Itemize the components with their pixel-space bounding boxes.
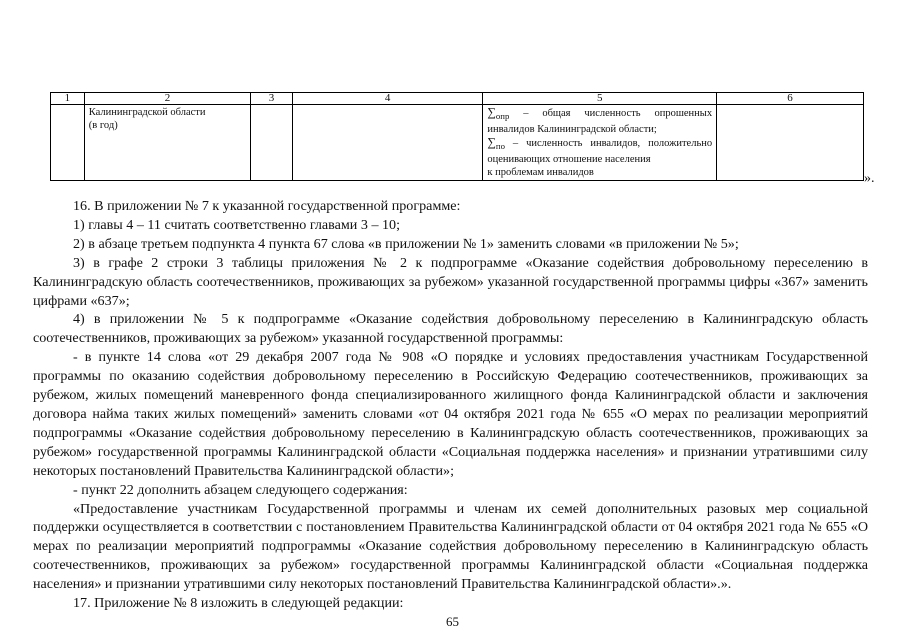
- page-number: 65: [446, 614, 459, 629]
- formula-text: – общая численность опрошенных: [509, 108, 713, 119]
- document-body: [33, 197, 868, 613]
- table-header-row: [51, 93, 864, 105]
- cell-text: Калининградской области: [88, 107, 206, 118]
- paragraph-16: 16. В приложении № 7 к указанной государственной программе:: [73, 198, 461, 214]
- table-cell-6: [717, 105, 864, 181]
- formula-line: [487, 136, 712, 153]
- paragraph-16-4: 4) в приложении № 5 к подпрограмме «Оказание содействия добровольному переселению в Калининградскую область соотечественников, проживающих за рубежом» указанной государственной программы:: [33, 311, 868, 347]
- col-header-6: 6: [717, 93, 864, 105]
- paragraph-16-2: 2) в абзаце третьем подпункта 4 пункта 67 слова «в приложении № 1» заменить словами «в приложении № 5»;: [73, 235, 739, 252]
- closing-quote: ».: [864, 171, 875, 186]
- cell-text: (в год): [88, 120, 118, 131]
- table-cell-1: [51, 105, 85, 181]
- formula-line: инвалидов Калининградской области;: [487, 124, 657, 136]
- col-header-4: 4: [292, 93, 482, 105]
- paragraph-dash-1: - в пункте 14 слова «от 29 декабря 2007 года № 908 «О порядке и условиях предоставления участникам Государственной программы по оказанию содействия добровольному переселению в Российскую Федерацию соотечественников, проживающих за рубежом, жилых помещений маневренного фонда специализированного жилищного фонда Калининградской области и заключения договора найма таких жилых помещений» заменить словами «от 04 октября 2021 года № 655 «О мерах по реализации мероприятий подпрограммы «Оказание содействия добровольному переселению в Калининградскую область соотечественников, проживающих за рубежом» государственной программы Калининградской области «Социальная поддержка населения» и признании утратившими силу некоторых постановлений Правительства Калининградской области»;: [33, 349, 868, 479]
- formula-text: – численность инвалидов, положительно: [504, 138, 713, 150]
- table-cell-2: [84, 105, 250, 181]
- paragraph-17: 17. Приложение № 8 изложить в следующей редакции:: [73, 595, 404, 612]
- table-cell-3: [251, 105, 293, 181]
- paragraph-16-3: 3) в графе 2 строки 3 таблицы приложения № 2 к подпрограмме «Оказание содействия добровольному переселению в Калининградскую область соотечественников, проживающих за рубежом» указанной государственной программы цифры «367» заменить цифрами «637»;: [33, 254, 868, 309]
- paragraph-16-1: 1) главы 4 – 11 считать соответственно главами 3 – 10;: [73, 216, 401, 233]
- appendix-table: [50, 92, 864, 181]
- col-header-2: 2: [84, 93, 250, 105]
- formula-line: оценивающих отношение населения: [487, 154, 651, 166]
- paragraph-quote: «Предоставление участникам Государственной программы и членам их семей дополнительных разовых мер социальной поддержки осуществляется в соответствии с постановлением Правительства Калининградской области от 04 октября 2021 года № 655 «О мерах по реализации мероприятий подпрограммы «Оказание содействия добровольному переселению в Калининградскую область соотечественников, проживающих за рубежом» государственной программы Калининградской области «Социальная поддержка населения» и признании утратившими силу некоторых постановлений Правительства Калининградской области».».: [33, 500, 868, 593]
- table-row: [51, 105, 864, 181]
- paragraph-dash-2: - пункт 22 дополнить абзацем следующего содержания:: [73, 481, 408, 498]
- formula-line: [487, 106, 712, 123]
- table-cell-5: [483, 105, 717, 181]
- sum-subscript: опр: [495, 111, 510, 122]
- col-header-3: 3: [251, 93, 293, 105]
- col-header-5: 5: [483, 93, 717, 105]
- table-cell-4: [292, 105, 482, 181]
- col-header-1: 1: [51, 93, 85, 105]
- sum-symbol: ∑: [487, 135, 496, 150]
- sum-symbol: ∑: [487, 105, 496, 119]
- sum-subscript: по: [495, 141, 505, 152]
- formula-line: к проблемам инвалидов: [487, 167, 594, 179]
